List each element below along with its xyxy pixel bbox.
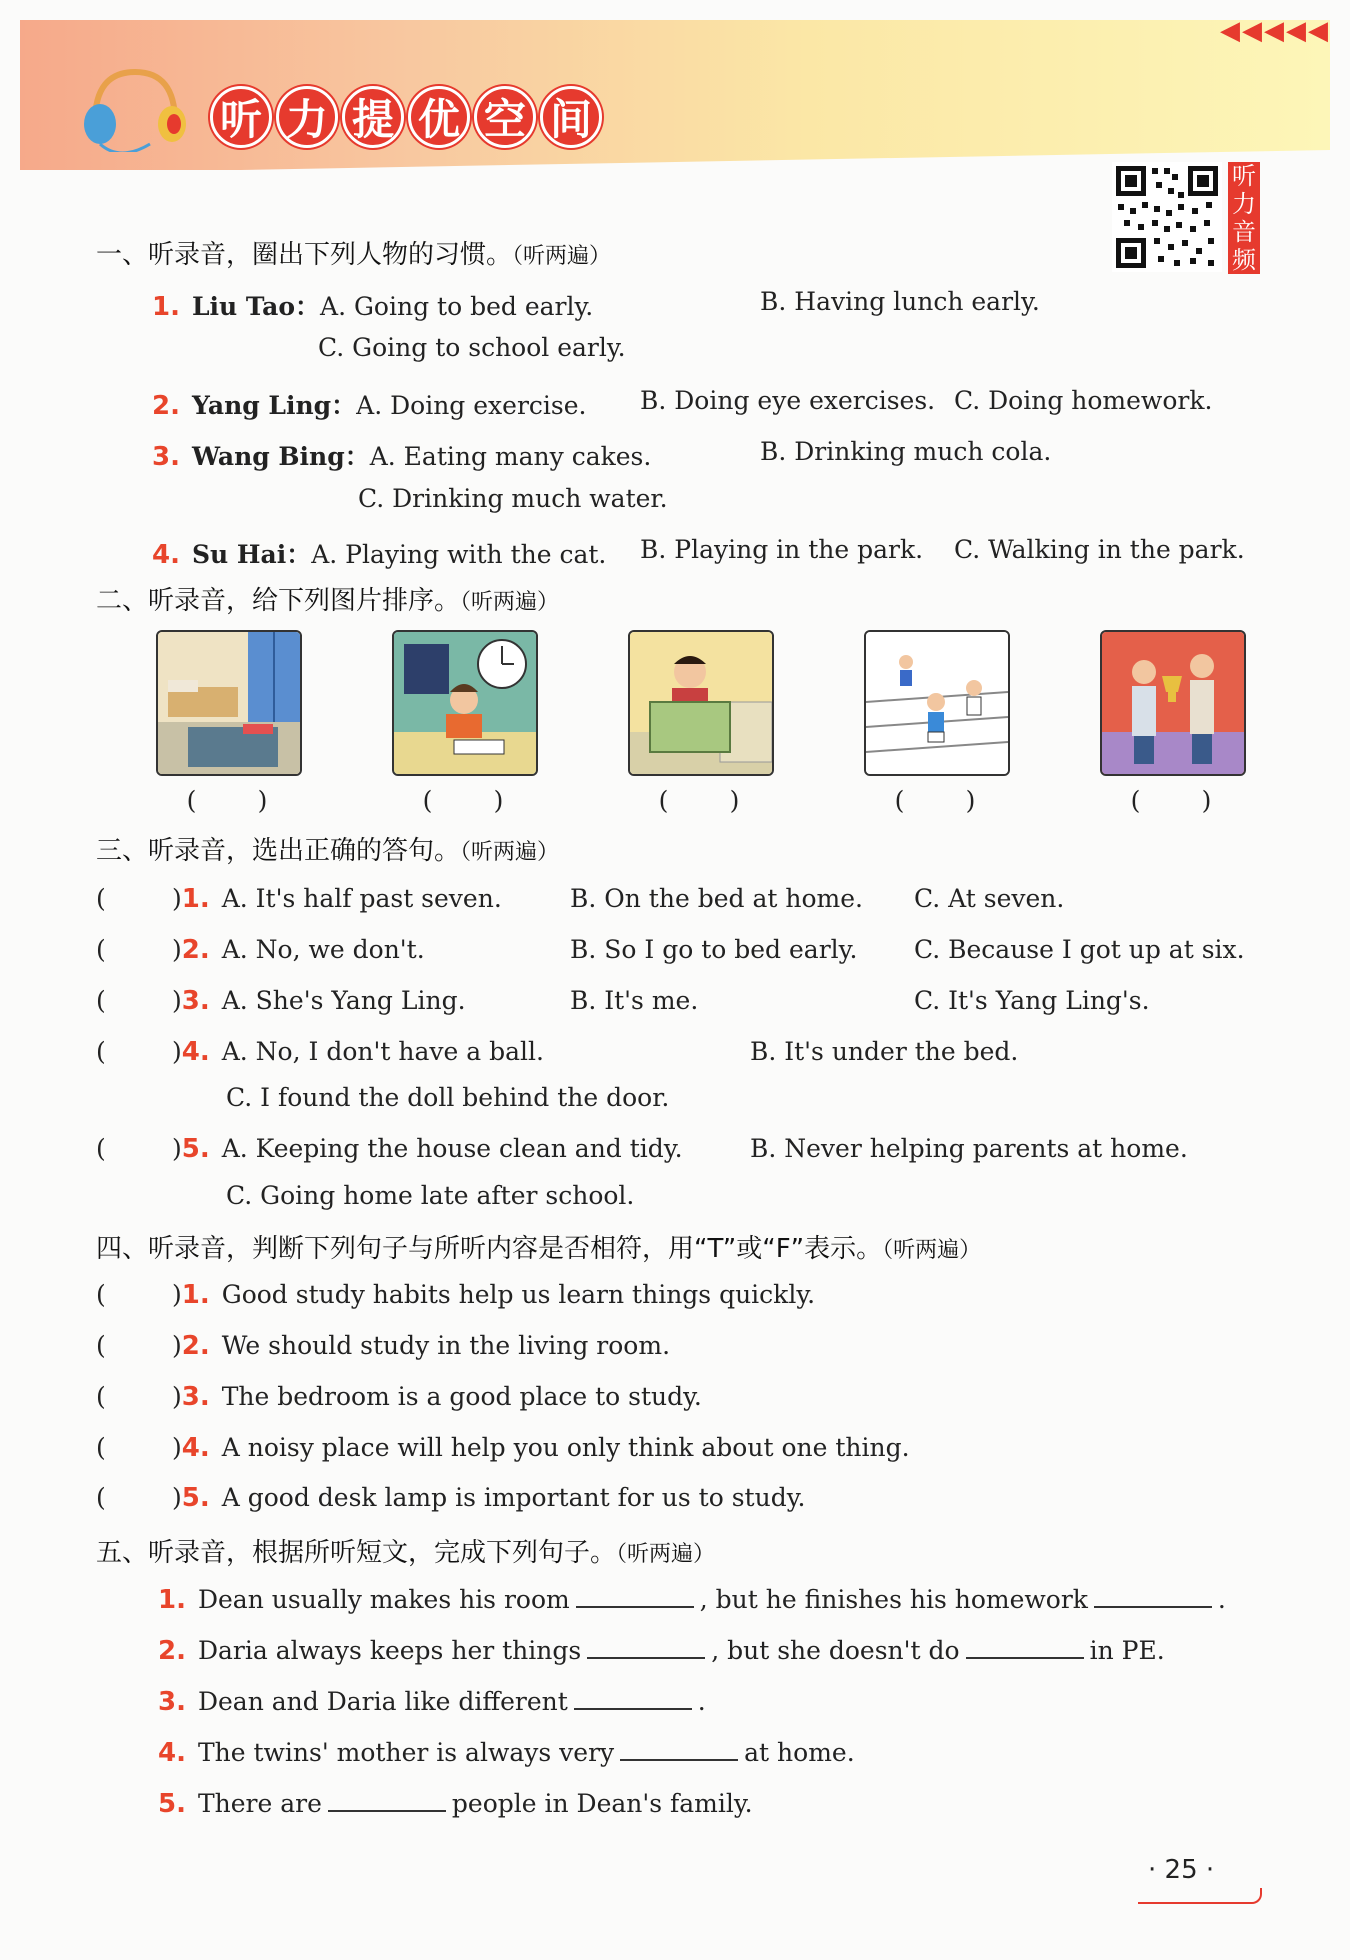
s1-question-4: 4. Su Hai：A. Playing with the cat.	[152, 540, 607, 570]
s5-sentence-2: 2. Daria always keeps her things , but she doesn't do in PE.	[158, 1636, 1165, 1666]
s1-q4-option-c: C. Walking in the park.	[954, 535, 1245, 564]
title-char: 优	[408, 86, 470, 148]
s4-statement-4: )4. A noisy place will help you only think about one thing.	[172, 1433, 910, 1463]
section5-heading: 五、听录音，根据所听短文，完成下列句子。（听两遍）	[96, 1538, 716, 1568]
answer-paren-open[interactable]: (	[96, 1037, 106, 1066]
s4-statement-5: )5. A good desk lamp is important for us to study.	[172, 1483, 806, 1513]
s3-q2-option-c: C. Because I got up at six.	[914, 935, 1245, 964]
page-title	[210, 86, 602, 148]
s4-statement-1: )1. Good study habits help us learn things quickly.	[172, 1280, 816, 1310]
section3-heading: 三、听录音，选出正确的答句。（听两遍）	[96, 836, 560, 866]
s3-q5-option-b: B. Never helping parents at home.	[750, 1134, 1188, 1163]
s5-sentence-3: 3. Dean and Daria like different .	[158, 1687, 706, 1717]
answer-paren[interactable]: ( )	[894, 786, 976, 815]
s3-question-1: )1. A. It's half past seven.	[172, 884, 502, 914]
fill-blank[interactable]	[576, 1584, 694, 1608]
s1-q2-option-b: B. Doing eye exercises.	[640, 386, 936, 415]
qr-code-icon[interactable]	[1112, 162, 1222, 272]
award-ceremony-picture	[1100, 630, 1246, 776]
s3-q4-option-b: B. It's under the bed.	[750, 1037, 1019, 1066]
answer-paren[interactable]: ( )	[422, 786, 504, 815]
answer-paren[interactable]: ( )	[1130, 786, 1212, 815]
s1-q1-option-c: C. Going to school early.	[318, 333, 626, 362]
s1-question-2: 2. Yang Ling：A. Doing exercise.	[152, 391, 587, 421]
page-number-underline	[1138, 1888, 1262, 1904]
title-char: 提	[342, 86, 404, 148]
answer-paren-open[interactable]: (	[96, 1433, 106, 1462]
qr-label	[1228, 162, 1260, 274]
s4-statement-2: )2. We should study in the living room.	[172, 1331, 671, 1361]
title-char: 力	[276, 86, 338, 148]
title-char: 听	[210, 86, 272, 148]
qr-label-char: 听	[1232, 162, 1256, 190]
answer-paren-open[interactable]: (	[96, 1331, 106, 1360]
fill-blank[interactable]	[620, 1737, 738, 1761]
s1-q3-option-b: B. Drinking much cola.	[760, 437, 1052, 466]
answer-paren-open[interactable]: (	[96, 884, 106, 913]
answer-paren-open[interactable]: (	[96, 935, 106, 964]
fill-blank[interactable]	[587, 1635, 705, 1659]
s5-sentence-5: 5. There are people in Dean's family.	[158, 1789, 753, 1819]
s3-q3-option-c: C. It's Yang Ling's.	[914, 986, 1150, 1015]
s3-question-3: )3. A. She's Yang Ling.	[172, 986, 466, 1016]
fill-blank[interactable]	[1094, 1584, 1212, 1608]
s5-sentence-4: 4. The twins' mother is always very at home.	[158, 1738, 855, 1768]
boy-studying-clock-picture	[392, 630, 538, 776]
s1-question-1: 1. Liu Tao：A. Going to bed early.	[152, 292, 594, 322]
s3-q4-option-c: C. I found the doll behind the door.	[226, 1083, 670, 1112]
qr-label-char: 音	[1232, 218, 1256, 246]
s3-question-5: )5. A. Keeping the house clean and tidy.	[172, 1134, 683, 1164]
bedroom-picture	[156, 630, 302, 776]
children-running-race-picture	[864, 630, 1010, 776]
fill-blank[interactable]	[966, 1635, 1084, 1659]
s5-sentence-1: 1. Dean usually makes his room , but he finishes his homework .	[158, 1585, 1226, 1615]
s3-question-2: )2. A. No, we don't.	[172, 935, 425, 965]
answer-paren[interactable]: ( )	[658, 786, 740, 815]
s1-question-3: 3. Wang Bing：A. Eating many cakes.	[152, 442, 652, 472]
s1-q3-option-c: C. Drinking much water.	[358, 484, 668, 513]
s3-q1-option-c: C. At seven.	[914, 884, 1065, 913]
s3-q2-option-b: B. So I go to bed early.	[570, 935, 858, 964]
s3-q3-option-b: B. It's me.	[570, 986, 699, 1015]
answer-paren-open[interactable]: (	[96, 1382, 106, 1411]
s3-q1-option-b: B. On the bed at home.	[570, 884, 863, 913]
s1-q2-option-c: C. Doing homework.	[954, 386, 1213, 415]
answer-paren-open[interactable]: (	[96, 1280, 106, 1309]
s1-q4-option-b: B. Playing in the park.	[640, 535, 924, 564]
s4-statement-3: )3. The bedroom is a good place to study.	[172, 1382, 702, 1412]
headphones-icon	[80, 62, 190, 152]
s3-q5-option-c: C. Going home late after school.	[226, 1181, 635, 1210]
s1-q1-option-b: B. Having lunch early.	[760, 287, 1040, 316]
section4-heading: 四、听录音，判断下列句子与所听内容是否相符，用“T”或“F”表示。（听两遍）	[96, 1234, 982, 1264]
answer-paren-open[interactable]: (	[96, 986, 106, 1015]
answer-paren[interactable]: ( )	[186, 786, 268, 815]
fill-blank[interactable]	[574, 1686, 692, 1710]
qr-label-char: 力	[1232, 190, 1256, 218]
fill-blank[interactable]	[328, 1788, 446, 1812]
answer-paren-open[interactable]: (	[96, 1483, 106, 1512]
title-char: 间	[540, 86, 602, 148]
arrows-decoration-icon: ◀◀◀◀◀	[1220, 16, 1330, 46]
section1-heading: 一、听录音，圈出下列人物的习惯。（听两遍）	[96, 240, 612, 270]
title-char: 空	[474, 86, 536, 148]
s3-question-4: )4. A. No, I don't have a ball.	[172, 1037, 544, 1067]
qr-label-char: 频	[1232, 246, 1256, 274]
section2-heading: 二、听录音，给下列图片排序。（听两遍）	[96, 586, 560, 616]
boy-folding-clothes-picture	[628, 630, 774, 776]
answer-paren-open[interactable]: (	[96, 1134, 106, 1163]
page-number: · 25 ·	[1148, 1855, 1215, 1885]
